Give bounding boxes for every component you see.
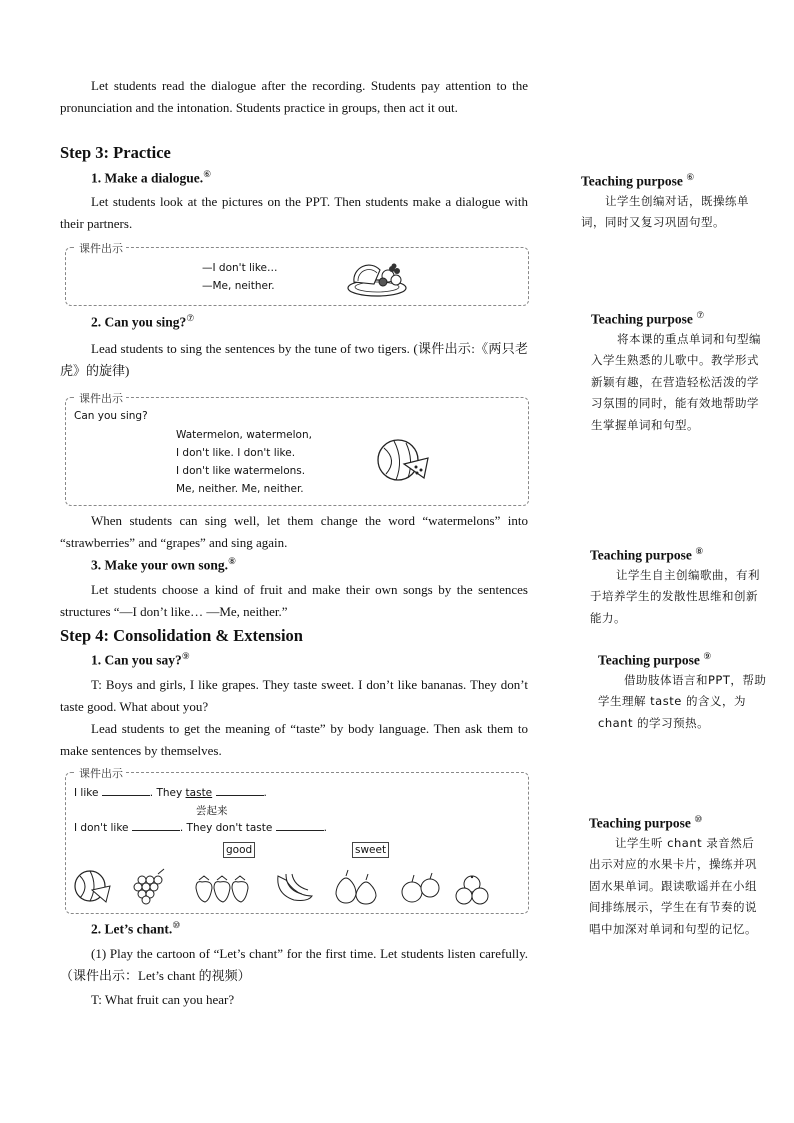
sub-title-text: 1. Make a dialogue. <box>91 170 204 186</box>
step4-sub1-text2: Lead students to get the meaning of “taste” by body language. Then ask them to make sentences by themselves. <box>60 721 528 758</box>
title-text: Teaching purpose <box>589 815 691 831</box>
teaching-purpose-title <box>581 172 753 190</box>
step3-sub2-title <box>91 313 194 331</box>
step4-heading: Step 4: Consolidation & Extension <box>60 626 303 645</box>
title-text: Teaching purpose <box>591 311 693 327</box>
footnote-mark: ⑧ <box>228 556 237 566</box>
footnote-mark: ⑥ <box>203 169 212 179</box>
oranges-icon <box>456 876 488 904</box>
footnote-mark: ⑨ <box>703 651 712 661</box>
teaching-purpose-9 <box>598 651 768 734</box>
footnote-mark: ⑩ <box>172 920 181 930</box>
teaching-purpose-text: 借助肢体语言和PPT，帮助学生理解 taste 的含义，为 chant 的学习预热。 <box>598 672 767 730</box>
intro-paragraph: Let students read the dialogue after the recording. Students pay attention to the pronunciation and the intonation. Students practice in groups, then act it out. <box>60 78 528 115</box>
song-line-2: I don't like. I don't like. <box>176 447 296 459</box>
teaching-purpose-text: 将本课的重点单词和句型编入学生熟悉的儿歌中。教学形式新颖有趣，在营造轻松活泼的学习氛围的同时，能有效地帮助学生掌握单词和句型。 <box>591 331 761 432</box>
title-text: Teaching purpose <box>581 173 683 189</box>
teaching-purpose-title <box>598 651 768 669</box>
dialogue-line-1: —I don't like… <box>202 262 278 274</box>
courseware-label: 课件出示 <box>76 240 126 256</box>
fruit-plate-illustration <box>346 258 408 298</box>
step3-after-text: When students can sing well, let them change the word “watermelons” into “strawberries” and “grapes” and sing again. <box>60 513 528 550</box>
courseware-label: 课件出示 <box>76 390 126 406</box>
teaching-purpose-7 <box>591 310 767 436</box>
courseware-box-3 <box>65 767 529 914</box>
blank <box>276 820 324 831</box>
blank <box>102 785 150 796</box>
bananas-icon <box>278 874 312 901</box>
step3-sub3-text: Let students choose a kind of fruit and make their own songs by the sentences structures “—I don’t like… —Me, neither.” <box>60 582 528 619</box>
sub-title-text: 2. Can you sing? <box>91 314 187 330</box>
step3-heading: Step 3: Practice <box>60 143 171 162</box>
blank <box>132 820 180 831</box>
step3-sub1-text: Let students look at the pictures on the PPT. Then students make a dialogue with their partners. <box>60 194 528 231</box>
sub-title-text: 3. Make your own song. <box>91 557 229 573</box>
footnote-mark: ⑥ <box>686 172 695 182</box>
song-question: Can you sing? <box>74 410 148 422</box>
teaching-purpose-10 <box>589 814 765 940</box>
teaching-purpose-text: 让学生自主创编歌曲，有利于培养学生的发散性思维和创新能力。 <box>590 567 760 625</box>
word-card-sweet: sweet <box>352 842 389 858</box>
song-line-4: Me, neither. Me, neither. <box>176 483 304 495</box>
grapes-icon <box>134 869 164 904</box>
teaching-purpose-title <box>590 546 766 564</box>
title-text: Teaching purpose <box>598 652 700 668</box>
footnote-mark: ⑦ <box>186 313 195 323</box>
sentence-part: . <box>263 787 267 799</box>
step3-sub1-title <box>91 169 211 187</box>
sentence-line-1 <box>74 785 267 799</box>
blank <box>216 785 264 796</box>
sentence-part: . <box>323 822 328 834</box>
teaching-purpose-title <box>591 310 767 328</box>
footnote-mark: ⑦ <box>696 310 705 320</box>
step4-sub2-text2: T: What fruit can you hear? <box>91 992 235 1007</box>
footnote-mark: ⑩ <box>694 814 703 824</box>
teaching-purpose-title <box>589 814 765 832</box>
sentence-line-2 <box>74 820 327 834</box>
sentence-part: I don't like <box>74 822 129 834</box>
step3-sub2-text: Lead students to sing the sentences by the tune of two tigers. (课件出示:《两只老虎》的旋律) <box>60 341 528 378</box>
watermelon-icon <box>75 871 110 902</box>
taste-gloss: 尝起来 <box>196 805 228 817</box>
footnote-mark: ⑨ <box>181 651 190 661</box>
apples-icon <box>402 873 439 902</box>
step4-sub1-title <box>91 651 190 669</box>
dialogue-line-2: —Me, neither. <box>202 280 275 292</box>
sub-title-text: 1. Can you say? <box>91 652 182 668</box>
strawberries-icon <box>196 876 248 902</box>
pears-icon <box>336 870 376 904</box>
step3-sub3-title <box>91 556 236 574</box>
courseware-box-2 <box>65 392 529 506</box>
sentence-part: . They <box>149 787 183 799</box>
sentence-part: . They don't taste <box>179 822 273 834</box>
song-line-1: Watermelon, watermelon, <box>176 429 312 441</box>
step4-sub1-text1: T: Boys and girls, I like grapes. They taste sweet. I don’t like bananas. They don’t taste good. What about you? <box>60 677 528 714</box>
teaching-purpose-6 <box>581 172 753 234</box>
title-text: Teaching purpose <box>590 547 692 563</box>
taste-word: taste <box>185 787 213 799</box>
fruit-row-illustration <box>72 866 512 906</box>
step4-sub2-text1: (1) Play the cartoon of “Let’s chant” for the first time. Let students listen carefully. （课件出示：Let’s chant 的视频） <box>60 946 528 983</box>
courseware-box-1 <box>65 242 529 306</box>
watermelon-illustration <box>374 434 430 484</box>
step4-sub2-title <box>91 920 180 938</box>
word-card-good: good <box>223 842 255 858</box>
teaching-purpose-8 <box>590 546 766 629</box>
teaching-purpose-text: 让学生听 chant 录音然后出示对应的水果卡片，操练并巩固水果单词。跟读歌谣并在小组间排练展示，学生在有节奏的说唱中加深对单词和句型的记忆。 <box>589 835 757 936</box>
song-line-3: I don't like watermelons. <box>176 465 306 477</box>
sentence-part: I like <box>74 787 99 799</box>
sub-title-text: 2. Let’s chant. <box>91 921 173 937</box>
footnote-mark: ⑧ <box>695 546 704 556</box>
teaching-purpose-text: 让学生创编对话，既操练单词，同时又复习巩固句型。 <box>581 193 749 229</box>
courseware-label: 课件出示 <box>76 765 126 781</box>
